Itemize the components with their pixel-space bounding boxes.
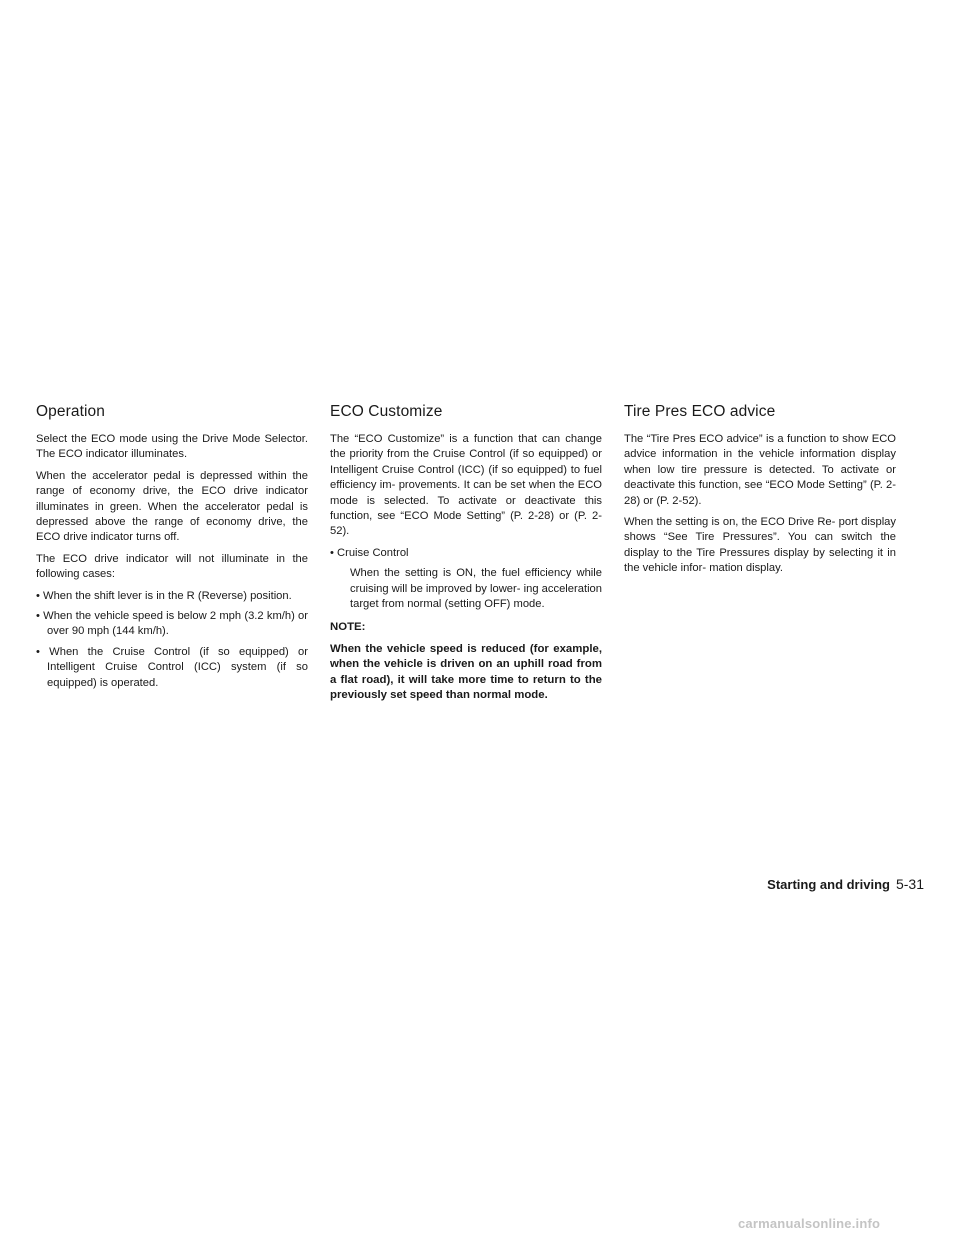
note-text: When the vehicle speed is reduced (for example, when the vehicle is driven on an uphill road from a flat road), it will take more time to return to the previously set speed than normal mode. bbox=[330, 642, 602, 702]
bullet-item: • When the Cruise Control (if so equipped) or Intelligent Cruise Control (ICC) system (if so equipped) is operated. bbox=[36, 645, 308, 689]
watermark: carmanualsonline.info bbox=[738, 1216, 881, 1231]
footer-section-title: Starting and driving bbox=[767, 877, 890, 892]
note-label: NOTE: bbox=[330, 621, 366, 634]
column-operation bbox=[36, 402, 308, 696]
paragraph: The ECO drive indicator will not illuminate in the following cases: bbox=[36, 552, 308, 581]
column-eco-customize bbox=[330, 402, 602, 704]
bullet-item: • Cruise Control bbox=[330, 546, 409, 559]
bullet-description: When the setting is ON, the fuel efficiency while cruising will be improved by lower- ing acceleration target from normal (setting OFF) mode. bbox=[350, 567, 602, 611]
paragraph: When the setting is on, the ECO Drive Re- port display shows “See Tire Pressures”. You can switch the display to the Tire Pressures display by selecting it in the vehicle infor- mation display. bbox=[624, 516, 896, 575]
heading-operation: Operation bbox=[36, 403, 105, 420]
bullet-item: • When the shift lever is in the R (Reverse) position. bbox=[36, 589, 292, 602]
paragraph: The “Tire Pres ECO advice” is a function to show ECO advice information in the vehicle information display when low tire pressure is detected. To activate or deactivate this function, see “ECO Mode Setting” (P. 2-28) or (P. 2-52). bbox=[624, 433, 896, 507]
heading-tire-pres-eco-advice: Tire Pres ECO advice bbox=[624, 403, 776, 420]
paragraph: The “ECO Customize” is a function that can change the priority from the Cruise Control (if so equipped) or Intelligent Cruise Control (ICC) (if so equipped) to fuel efficiency im- provements. It can be set when the ECO mode is selected. To activate or deactivate this function, see “ECO Mode Setting” (P. 2-28) or (P. 2-52). bbox=[330, 433, 602, 538]
page-footer bbox=[700, 876, 924, 896]
column-tire-pres-eco-advice bbox=[624, 402, 896, 583]
heading-eco-customize: ECO Customize bbox=[330, 403, 443, 420]
paragraph: When the accelerator pedal is depressed within the range of economy drive, the ECO drive indicator illuminates in green. When the accelerator pedal is depressed above the range of economy drive, the ECO drive indicator turns off. bbox=[36, 469, 308, 544]
bullet-item: • When the vehicle speed is below 2 mph (3.2 km/h) or over 90 mph (144 km/h). bbox=[36, 610, 308, 638]
paragraph: Select the ECO mode using the Drive Mode Selector. The ECO indicator illuminates. bbox=[36, 433, 308, 461]
page-number: 5-31 bbox=[895, 876, 924, 892]
